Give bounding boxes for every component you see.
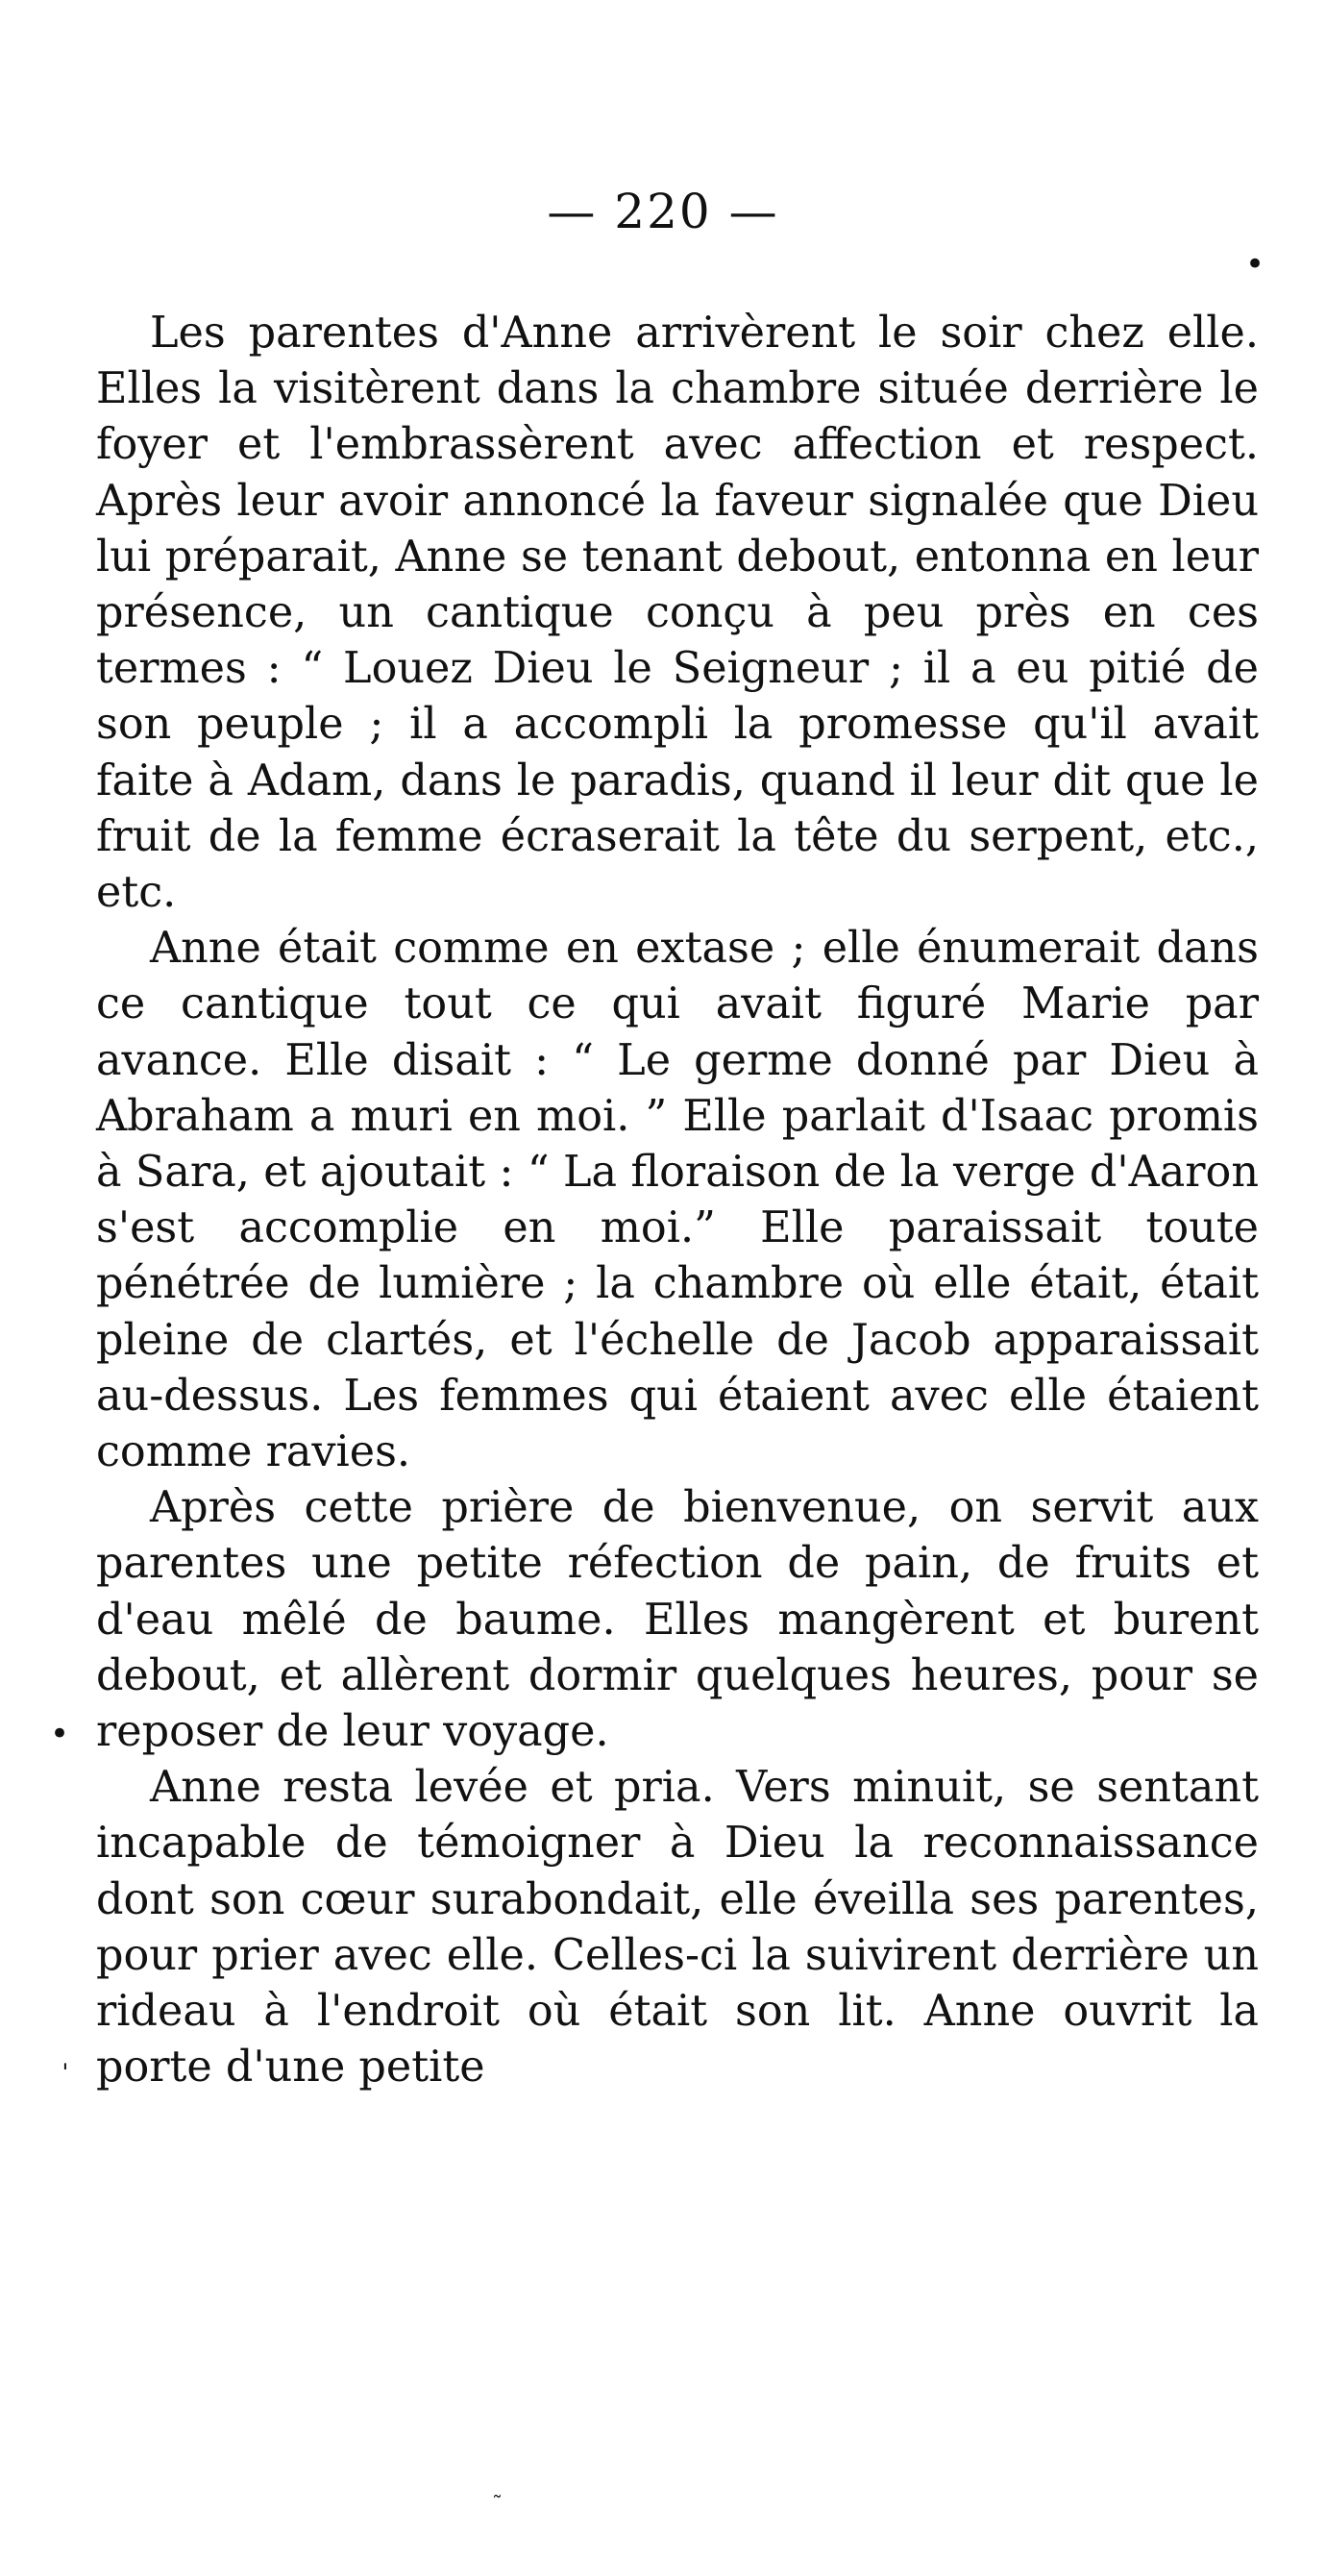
ink-speck-left: • (50, 1715, 70, 1753)
paragraph-1: Les parentes d'Anne arrivèrent le soir chez elle. Elles la visitèrent dans la chambre située derrière le foyer et l'embrassèrent avec affection et respect. Après leur avoir annoncé la faveur signalée que Dieu lui préparait, Anne se tenant debout, entonna en leur présence, un cantique conçu à peu près en ces termes : “ Louez Dieu le Seigneur ; il a eu pitié de son peuple ; il a accompli la promesse qu'il avait faite à Adam, dans le paradis, quand il leur dit que le fruit de la femme écraserait la tête du serpent, etc., etc. (96, 309, 1259, 918)
ink-speck-left-lower: ˈ (61, 2059, 69, 2091)
paragraph-2: Anne était comme en extase ; elle énumerait dans ce cantique tout ce qui avait figuré Marie par avance. Elle disait : “ Le germe donné par Dieu à Abraham a muri en moi. ” Elle parlait d'Isaac promis à Sara, et ajoutait : “ La floraison de la verge d'Aaron s'est accomplie en moi.” Elle paraissait toute pénétrée de lumière ; la chambre où elle était, était pleine de clartés, et l'échelle de Jacob apparaissait au-dessus. Les femmes qui étaient avec elle étaient comme ravies. (96, 924, 1259, 1477)
paragraph-4: Anne resta levée et pria. Vers minuit, se sentant incapable de témoigner à Dieu la reconnaissance dont son cœur surabondait, elle éveilla ses parentes, pour prier avec elle. Celles-ci la suivirent derrière un rideau à l'endroit où était son lit. Anne ouvrit la porte d'une petite (96, 1763, 1259, 2093)
paragraph-3: Après cette prière de bienvenue, on servit aux parentes une petite réfection de pain, de fruits et d'eau mêlé de baume. Elles mangèrent et burent debout, et allèrent dormir quelques heures, pour se reposer de leur voyage. (96, 1483, 1259, 1757)
ink-speck-bottom: ˜ (492, 2493, 503, 2517)
ink-speck-top: • (1245, 245, 1265, 284)
page-number: — 220 — (547, 184, 779, 239)
body-text (96, 306, 1259, 2096)
